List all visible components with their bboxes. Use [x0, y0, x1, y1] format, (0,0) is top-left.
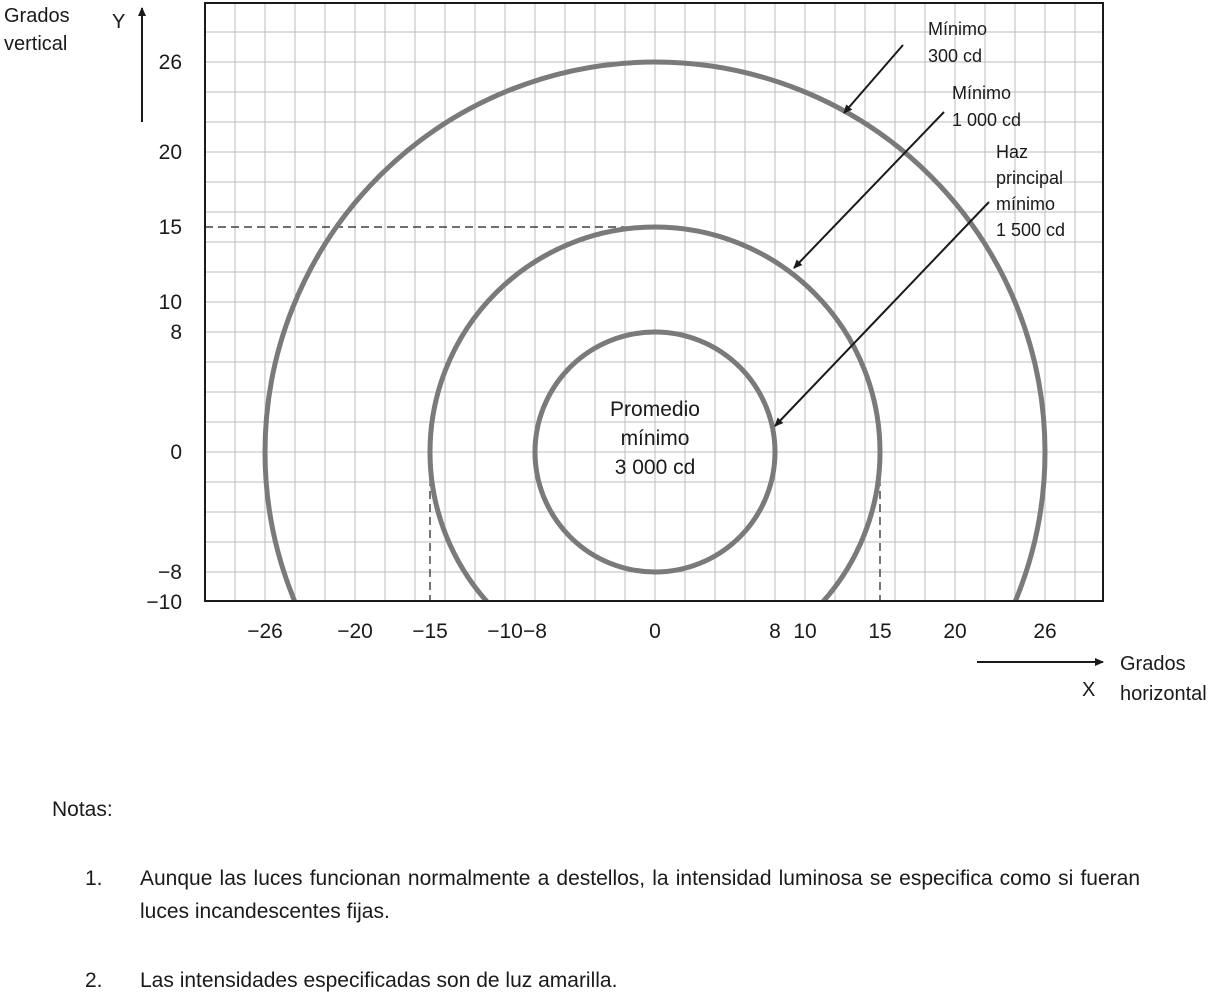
annotation-1000-line-2: 1 000 cd — [952, 110, 1022, 130]
note-item — [85, 862, 1140, 928]
x-axis-title-line-1: Grados — [1120, 653, 1186, 675]
notes-heading: Notas: — [52, 798, 113, 821]
x-tick-label: 10 — [793, 620, 817, 643]
x-tick-label: −15 — [412, 620, 448, 643]
y-tick-label: −10 — [146, 591, 182, 614]
x-tick-label: 20 — [943, 620, 967, 643]
annotation-300-line-2: 300 cd — [928, 46, 983, 66]
y-tick-label: 20 — [158, 141, 182, 164]
center-label — [610, 398, 700, 479]
x-tick-labels — [247, 620, 1056, 643]
annotation-1500-line-1: Haz — [996, 142, 1029, 162]
y-tick-label: 10 — [158, 291, 182, 314]
note-item — [85, 964, 1140, 997]
annotation-1000-arrow — [794, 112, 944, 268]
annotation-haz-principal-1500 — [775, 142, 1065, 426]
y-axis-title-line-2: vertical — [4, 33, 68, 55]
x-axis-title-line-2: horizontal — [1120, 683, 1207, 705]
annotation-300-arrow — [844, 45, 903, 113]
x-tick-label: −20 — [337, 620, 373, 643]
x-axis-letter: X — [1082, 679, 1096, 701]
x-tick-label: −8 — [523, 620, 547, 643]
annotation-minimo-1000 — [794, 83, 1021, 268]
x-tick-label: −10 — [487, 620, 523, 643]
x-tick-label: 8 — [769, 620, 781, 643]
y-tick-label: 26 — [158, 51, 182, 74]
x-tick-label: −26 — [247, 620, 283, 643]
y-tick-label: −8 — [158, 561, 182, 584]
note-text: Aunque las luces funcionan normalmente a destellos, la intensidad luminosa se especifica como si fueran luces incandescentes fijas. — [140, 867, 1140, 923]
y-tick-labels — [146, 51, 182, 614]
y-axis-letter: Y — [112, 11, 126, 33]
x-tick-label: 0 — [649, 620, 661, 643]
y-tick-label: 0 — [170, 441, 182, 464]
y-axis-title-line-1: Grados — [4, 5, 70, 27]
center-label-line-3: 3 000 cd — [614, 456, 696, 479]
y-tick-label: 15 — [158, 216, 182, 239]
annotation-1000-line-1: Mínimo — [952, 83, 1012, 103]
x-tick-label: 15 — [868, 620, 892, 643]
x-axis-title — [977, 653, 1207, 705]
y-axis-title — [4, 5, 142, 122]
center-label-line-2: mínimo — [620, 427, 690, 450]
annotation-1500-line-3: mínimo — [996, 194, 1056, 214]
annotation-1500-line-4: 1 500 cd — [996, 220, 1066, 240]
note-number: 1. — [85, 867, 103, 890]
x-tick-label: 26 — [1033, 620, 1057, 643]
annotation-300-line-1: Mínimo — [928, 19, 988, 39]
y-tick-label: 8 — [170, 321, 182, 344]
annotation-1500-line-2: principal — [996, 168, 1064, 188]
note-text: Las intensidades especificadas son de luz amarilla. — [140, 969, 618, 992]
note-number: 2. — [85, 969, 103, 992]
center-label-line-1: Promedio — [610, 398, 700, 421]
